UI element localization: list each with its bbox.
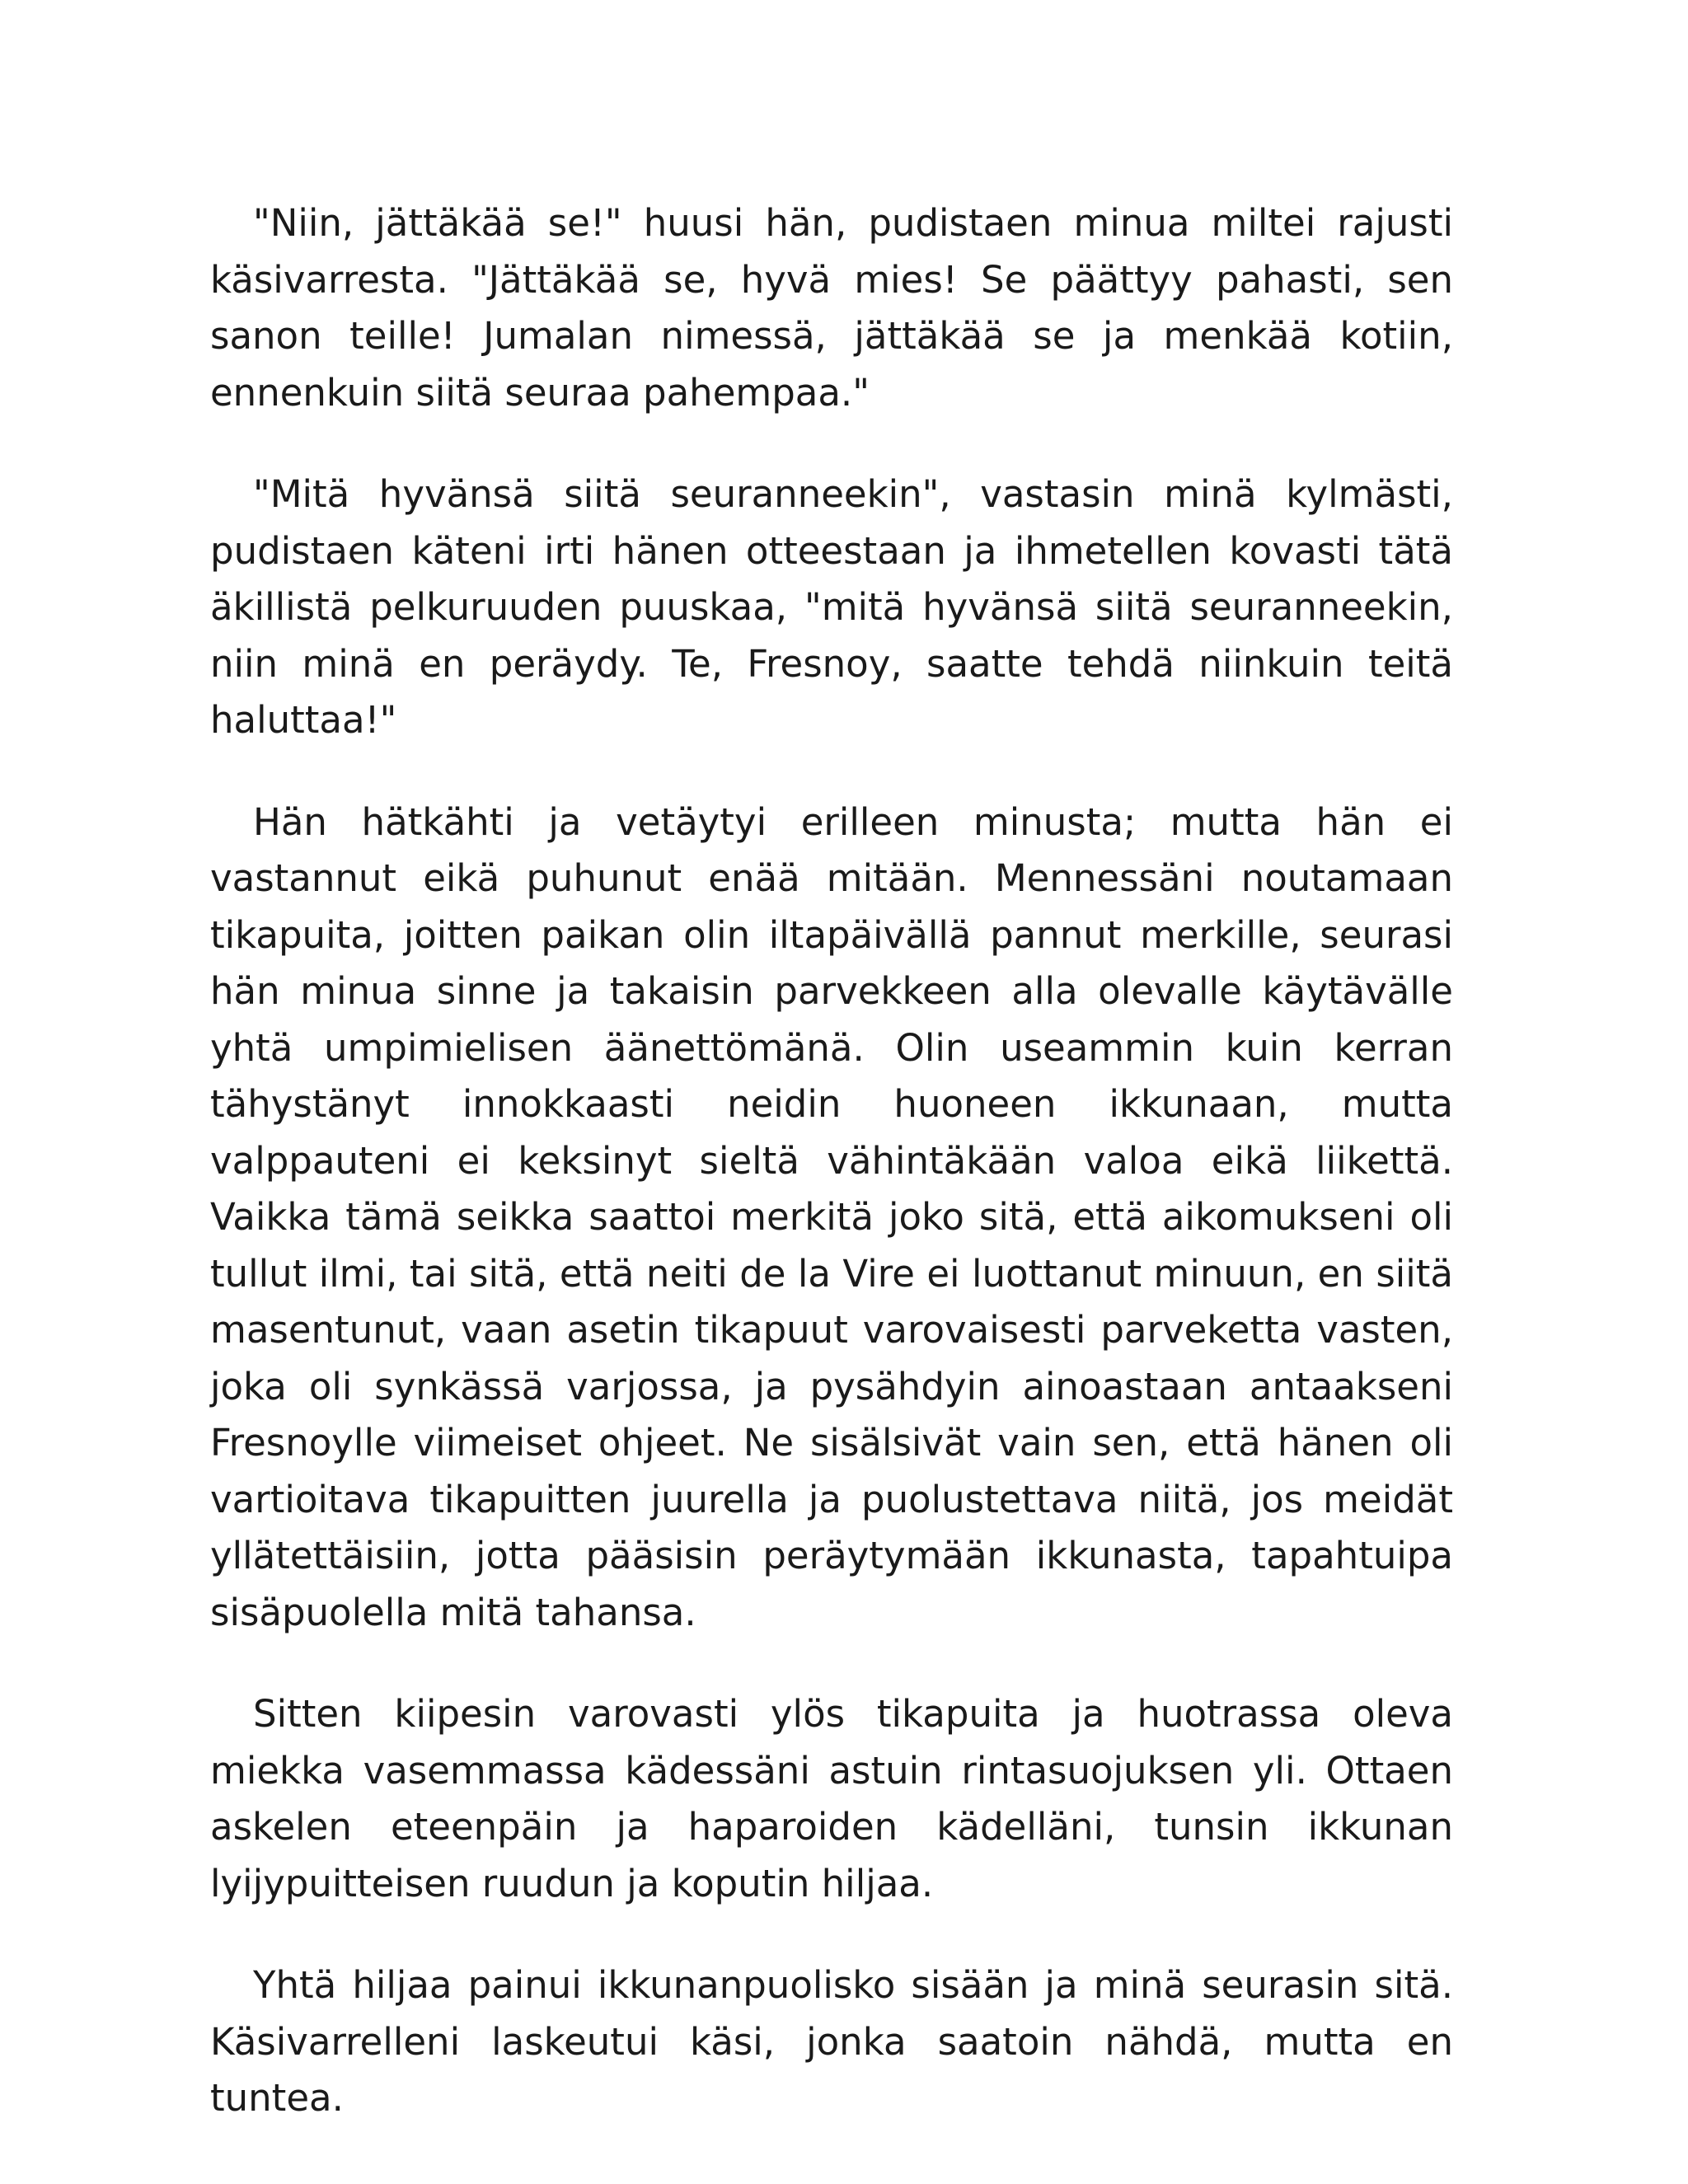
paragraph: Sitten kiipesin varovasti ylös tikapuita ja huotrassa oleva miekka vasemmassa kädessäni astuin rintasuojuksen yli. Ottaen askelen eteenpäin ja haparoiden kädelläni, tunsin ikkunan lyijypuitteisen ruudun ja koputin hiljaa. xyxy=(210,1692,1453,1905)
paragraph: Yhtä hiljaa painui ikkunanpuolisko sisään ja minä seurasin sitä. Käsivarrelleni laskeutui käsi, jonka saatoin nähdä, mutta en tuntea. xyxy=(210,1963,1453,2120)
paragraph: Hän hätkähti ja vetäytyi erilleen minusta; mutta hän ei vastannut eikä puhunut enää mitään. Mennessäni noutamaan tikapuita, joitten paikan olin iltapäivällä pannut merkille, seurasi hän minua sinne ja takaisin parvekkeen alla olevalle käytävälle yhtä umpimielisen äänettömänä. Olin useammin kuin kerran tähystänyt innokkaasti neidin huoneen ikkunaan, mutta valppauteni ei keksinyt sieltä vähintäkään valoa eikä liikettä. Vaikka tämä seikka saattoi merkitä joko sitä, että aikomukseni oli tullut ilmi, tai sitä, että neiti de la Vire ei luottanut minuun, en siitä masentunut, vaan asetin tikapuut varovaisesti parveketta vasten, joka oli synkässä varjossa, ja pysähdyin ainoastaan antaakseni Fresnoylle viimeiset ohjeet. Ne sisälsivät vain sen, että hänen oli vartioitava tikapuitten juurella ja puolustettava niitä, jos meidät yllätettäisiin, jotta pääsisin peräytymään ikkunasta, tapahtuipa sisäpuolella mitä tahansa. xyxy=(210,799,1453,1634)
paragraph: "Niin, jättäkää se!" huusi hän, pudistaen minua miltei rajusti käsivarresta. "Jättäkää se, hyvä mies! Se päättyy pahasti, sen sanon teille! Jumalan nimessä, jättäkää se ja menkää kotiin, ennenkuin siitä seuraa pahempaa." xyxy=(210,201,1453,415)
text-column xyxy=(210,195,1453,2172)
paragraph: "Mitä hyvänsä siitä seuranneekin", vastasin minä kylmästi, pudistaen käteni irti hänen otteestaan ja ihmetellen kovasti tätä äkillistä pelkuruuden puuskaa, "mitä hyvänsä siitä seuranneekin, niin minä en peräydy. Te, Fresnoy, saatte tehdä niinkuin teitä haluttaa!" xyxy=(210,472,1453,742)
